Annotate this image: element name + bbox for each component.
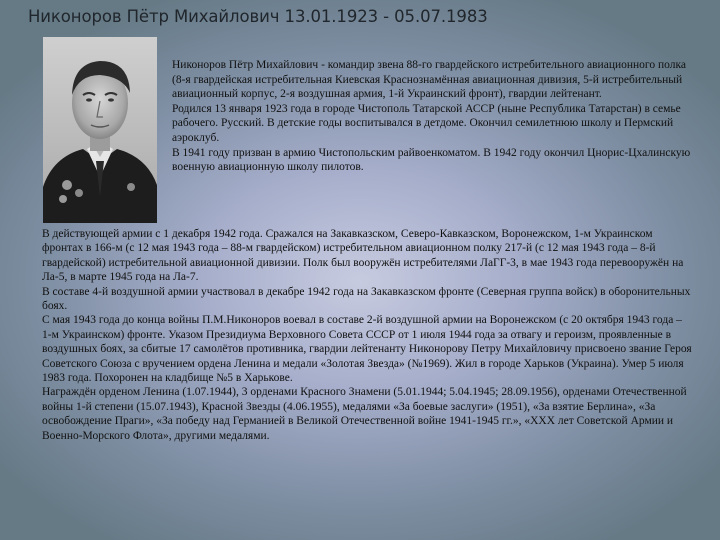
- bio-paragraph: С мая 1943 года до конца войны П.М.Никоноров воевал в составе 2-й воздушной армии на Воронежском (с 20 октября 1943 года – 1-м Украинском) фронте. Указом Президиума Верховного Совета СССР от 1 июля 1944 года за отвагу и героизм, проявленные в воздушных боях, за сбитые 17 самолётов противника, гвардии лейтенанту Никонорову Петру Михайловичу присвоено звание Героя Советского Союза с вручением ордена Ленина и медали «Золотая Звезда» (№1969). Жил в городе Харьков (Украина). Умер 5 июля 1983 года. Похоронен на кладбище №5 в Харькове.: [42, 314, 692, 385]
- bio-paragraph: Награждён орденом Ленина (1.07.1944), 3 орденами Красного Знамени (5.01.1944; 5.04.1945; 28.09.1956), орденами Отечественной войны 1-й степени (15.07.1943), Красной Звезды (4.06.1955), медалями «За боевые заслуги» (1951), «За взятие Берлина», «За освобождение Праги», «За победу над Германией в Великой Отечественной войне 1941-1945 гг.», «XXX лет Советской Армии и Военно-Морского Флота», другими медалями.: [42, 386, 687, 442]
- bio-paragraph: Родился 13 января 1923 года в городе Чистополь Татарской АССР (ныне Республика Татарстан) в семье рабочего. Русский. В детские годы воспитывался в детдоме. Окончил семилетнюю школу и Пермский аэроклуб.: [172, 102, 681, 144]
- bio-paragraph: В 1941 году призван в армию Чистопольским райвоенкоматом. В 1942 году окончил Цнорис-Цхалинскую военную авиационную школу пилотов.: [172, 146, 691, 174]
- bio-bottom-text: [42, 227, 692, 443]
- bio-paragraph: В составе 4-й воздушной армии участвовал в декабре 1942 года на Закавказском фронте (Северная группа войск) в оборонительных боях.: [42, 285, 691, 313]
- bio-paragraph: Никоноров Пётр Михайлович - командир звена 88-го гвардейского истребительного авиационного полка (8-я гвардейская истребительная Киевская Краснознамённая авиационная дивизия, 5-й истребительный авиационный корпус, 2-я воздушная армия, 1-й Украинский фронт), гвардии лейтенант.: [172, 59, 686, 101]
- bio-paragraph: В действующей армии с 1 декабря 1942 года. Сражался на Закавказском, Северо-Кавказском, Воронежском, 1-м Украинском фронтах в 166-м (с 12 мая 1943 года – 88-м гвардейском) истребительном авиационном полку 217-й (с 12 мая 1943 года – 8-й гвардейской) истребительной авиационной дивизии. Полк был вооружён истребителями ЛаГГ-3, в мае 1943 года перевооружён на Ла-5, в марте 1945 года на Ла-7.: [42, 228, 684, 284]
- slide-title: Никоноров Пётр Михайлович 13.01.1923 - 05.07.1983: [28, 7, 488, 26]
- portrait-icon: [43, 37, 157, 223]
- portrait-photo: [43, 37, 157, 223]
- bio-top-text: [172, 58, 692, 175]
